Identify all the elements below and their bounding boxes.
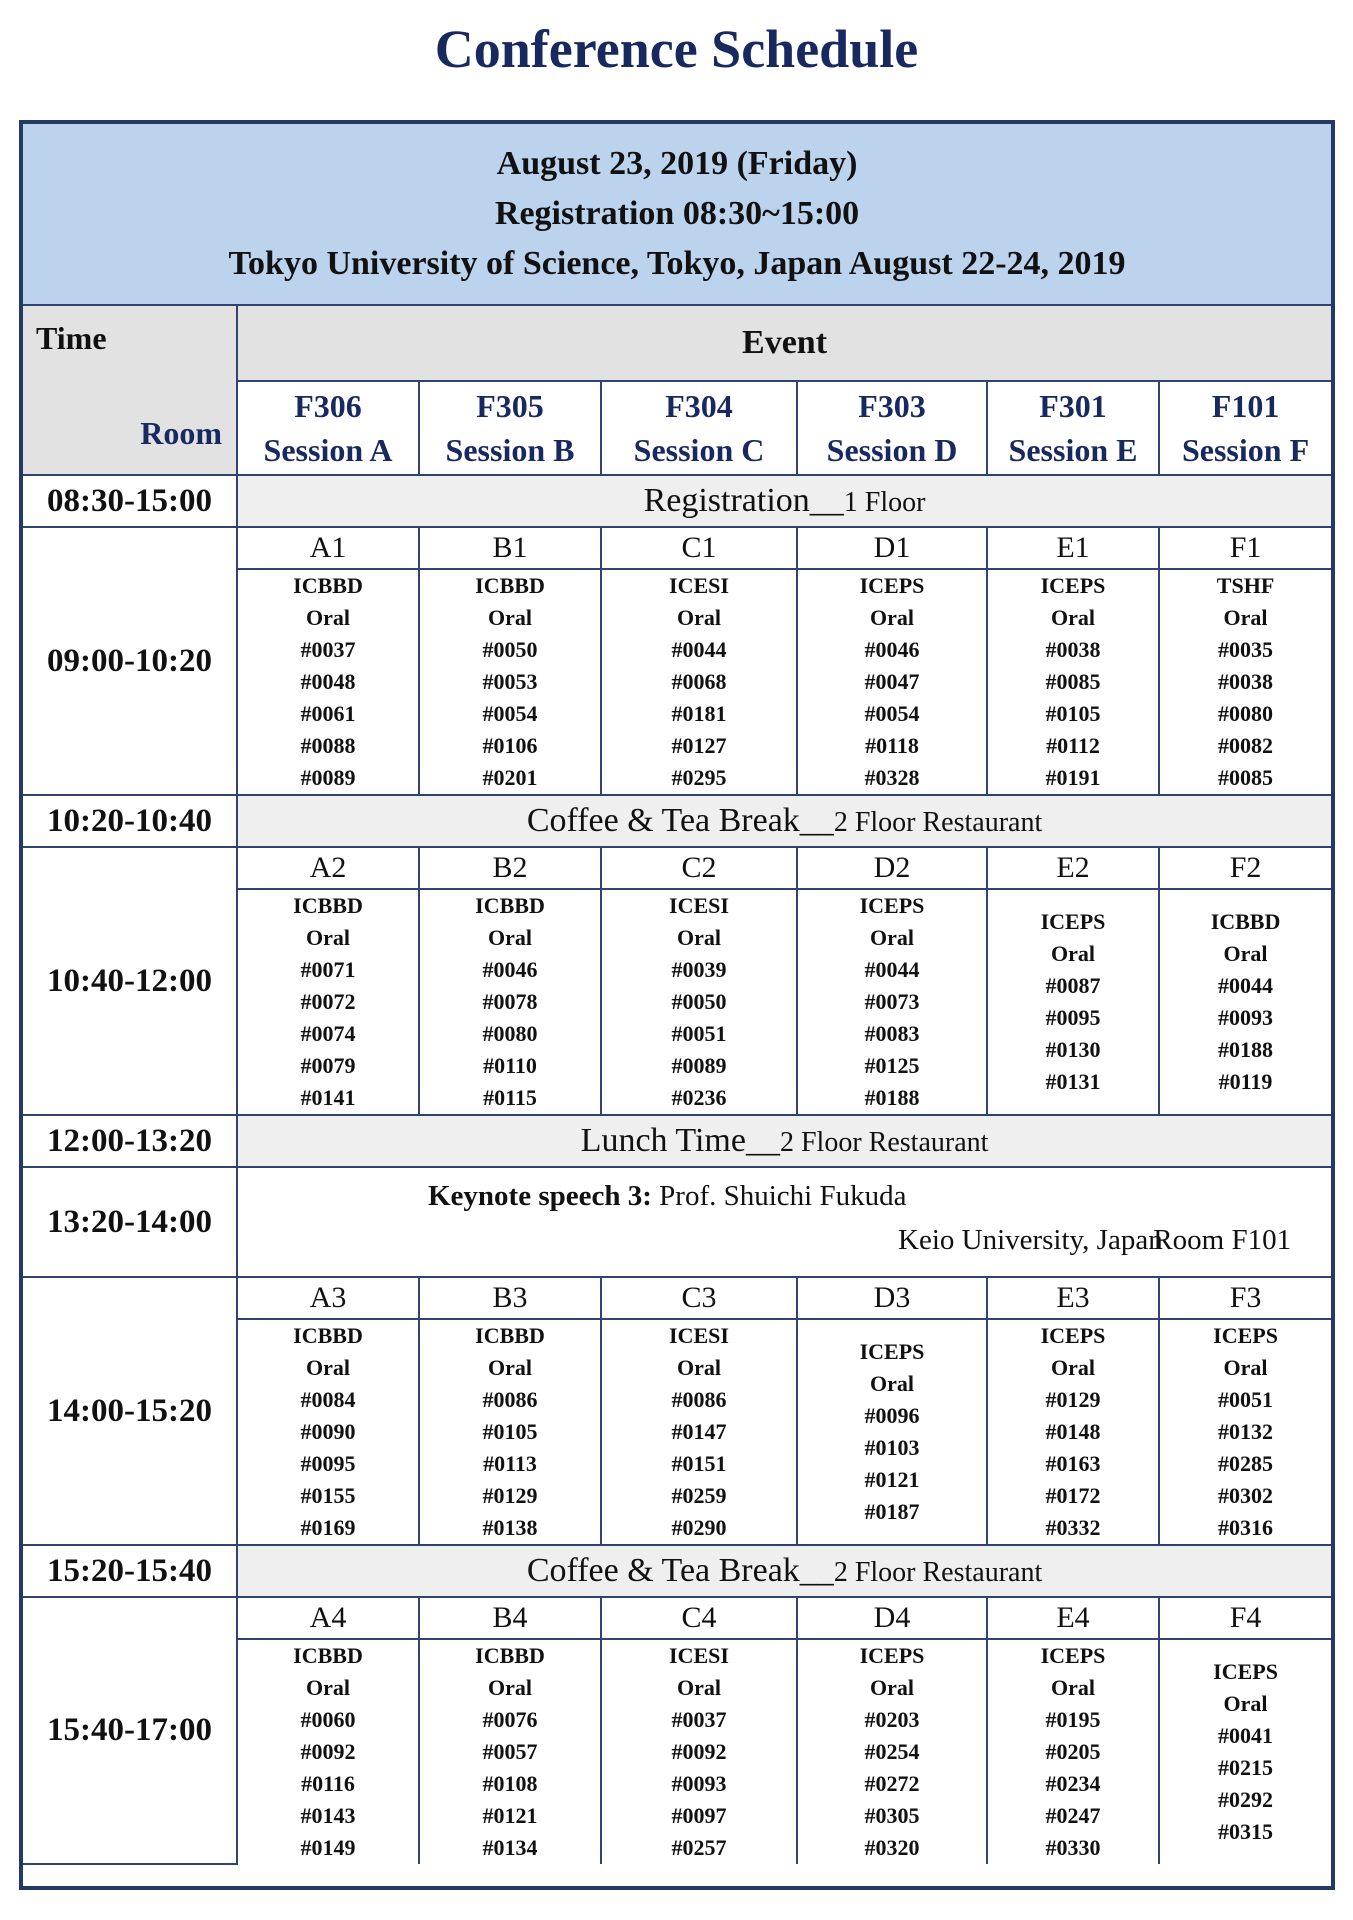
session-code: A1 xyxy=(237,527,419,569)
session-code: A2 xyxy=(237,847,419,889)
presentation-type: Oral xyxy=(1223,1691,1268,1716)
paper-id: #0113 xyxy=(483,1451,537,1476)
session-code: F2 xyxy=(1159,847,1331,889)
conference-name: ICEPS xyxy=(859,1643,925,1668)
header-date: August 23, 2019 (Friday) xyxy=(496,145,858,182)
registration-band-row xyxy=(23,475,1331,527)
session-code: E1 xyxy=(987,527,1159,569)
presentation-type: Oral xyxy=(870,1675,914,1700)
paper-id: #0320 xyxy=(864,1835,920,1860)
room-number: F303 xyxy=(858,388,926,424)
session-code: D2 xyxy=(797,847,987,889)
paper-id: #0051 xyxy=(671,1021,727,1046)
paper-id: #0116 xyxy=(301,1771,355,1796)
paper-id: #0134 xyxy=(482,1835,538,1860)
session-paper-list xyxy=(987,569,1159,795)
paper-id: #0108 xyxy=(482,1771,538,1796)
paper-id: #0044 xyxy=(864,957,920,982)
room-number: F301 xyxy=(1039,388,1107,424)
paper-id: #0092 xyxy=(671,1739,727,1764)
conference-name: ICEPS xyxy=(1040,909,1106,934)
coffee-break-band xyxy=(237,795,1331,847)
paper-id: #0095 xyxy=(300,1451,356,1476)
session-paper-list xyxy=(237,1639,419,1864)
paper-id: #0079 xyxy=(300,1053,356,1078)
presentation-type: Oral xyxy=(1051,941,1095,966)
session-code-row xyxy=(23,527,1331,569)
coffee-break-band-location: 2 Floor Restaurant xyxy=(833,1557,1043,1588)
room-header xyxy=(237,381,419,475)
paper-id: #0096 xyxy=(864,1403,920,1428)
conference-name: ICBBD xyxy=(293,573,363,598)
session-paper-list xyxy=(237,889,419,1115)
session-code: A3 xyxy=(237,1277,419,1319)
paper-id: #0087 xyxy=(1045,973,1101,998)
header-registration: Registration 08:30~15:00 xyxy=(494,195,860,232)
coffee-break-band xyxy=(237,1545,1331,1597)
paper-id: #0037 xyxy=(300,637,356,662)
paper-id: #0169 xyxy=(300,1515,356,1540)
paper-id: #0138 xyxy=(482,1515,538,1540)
conference-name: ICEPS xyxy=(859,1339,925,1364)
time-slot: 15:40-17:00 xyxy=(23,1597,237,1864)
presentation-type: Oral xyxy=(1223,941,1268,966)
room-header xyxy=(797,381,987,475)
paper-id: #0234 xyxy=(1045,1771,1101,1796)
paper-id: #0060 xyxy=(300,1707,356,1732)
conference-name: ICBBD xyxy=(1210,909,1281,934)
session-code-row xyxy=(23,1277,1331,1319)
schedule-table xyxy=(23,124,1331,1865)
room-label: Room xyxy=(140,415,222,451)
paper-id: #0191 xyxy=(1045,765,1101,790)
session-code: C1 xyxy=(601,527,797,569)
presentation-type: Oral xyxy=(677,605,721,630)
room-number: F306 xyxy=(294,388,362,424)
presentation-type: Oral xyxy=(488,1355,532,1380)
registration-band xyxy=(237,475,1331,527)
paper-id: #0163 xyxy=(1045,1451,1101,1476)
session-code: D1 xyxy=(797,527,987,569)
date-header xyxy=(23,124,1331,305)
session-code: E4 xyxy=(987,1597,1159,1639)
coffee-break-band-text: Coffee & Tea Break__ xyxy=(526,802,834,839)
session-code-row xyxy=(23,1597,1331,1639)
session-paper-list xyxy=(987,889,1159,1115)
conference-name: ICEPS xyxy=(1040,1323,1106,1348)
session-paper-list xyxy=(797,1639,987,1864)
conference-name: ICBBD xyxy=(475,893,545,918)
paper-id: #0086 xyxy=(671,1387,727,1412)
session-name: Session B xyxy=(445,432,575,468)
conference-name: ICEPS xyxy=(859,893,925,918)
registration-band-text: Registration__ xyxy=(643,482,844,519)
paper-id: #0328 xyxy=(864,765,920,790)
session-paper-list xyxy=(1159,1639,1331,1864)
presentation-type: Oral xyxy=(306,605,350,630)
paper-id: #0127 xyxy=(671,733,727,758)
session-paper-list xyxy=(987,1639,1159,1864)
paper-id: #0203 xyxy=(864,1707,920,1732)
session-code: C4 xyxy=(601,1597,797,1639)
paper-id: #0046 xyxy=(482,957,538,982)
paper-id: #0236 xyxy=(671,1085,727,1110)
conference-name: ICEPS xyxy=(1040,1643,1106,1668)
session-code: B1 xyxy=(419,527,601,569)
session-paper-list xyxy=(237,569,419,795)
paper-id: #0106 xyxy=(482,733,538,758)
session-name: Session A xyxy=(263,432,393,468)
conference-name: ICESI xyxy=(669,1643,729,1668)
conference-name: ICBBD xyxy=(475,573,545,598)
time-room-corner xyxy=(23,305,237,475)
presentation-type: Oral xyxy=(488,605,532,630)
paper-id: #0076 xyxy=(482,1707,538,1732)
paper-id: #0078 xyxy=(482,989,538,1014)
conference-name: ICESI xyxy=(669,1323,729,1348)
paper-id: #0082 xyxy=(1218,733,1274,758)
paper-id: #0285 xyxy=(1218,1451,1274,1476)
lunch-band-location: 2 Floor Restaurant xyxy=(779,1127,989,1158)
paper-id: #0046 xyxy=(864,637,920,662)
paper-id: #0037 xyxy=(671,1707,727,1732)
room-number: F101 xyxy=(1211,388,1280,424)
session-name: Session E xyxy=(1008,432,1138,468)
paper-id: #0093 xyxy=(1218,1005,1274,1030)
paper-id: #0295 xyxy=(671,765,727,790)
session-code: B2 xyxy=(419,847,601,889)
paper-id: #0315 xyxy=(1218,1819,1274,1844)
lunch-band-text: Lunch Time__ xyxy=(580,1122,780,1159)
paper-id: #0148 xyxy=(1045,1419,1101,1444)
paper-id: #0054 xyxy=(864,701,920,726)
session-paper-list xyxy=(601,889,797,1115)
paper-id: #0051 xyxy=(1218,1387,1274,1412)
keynote-title xyxy=(428,1180,906,1213)
conference-name: ICEPS xyxy=(1213,1659,1278,1684)
conference-name: ICBBD xyxy=(293,1643,363,1668)
session-code: C3 xyxy=(601,1277,797,1319)
paper-id: #0188 xyxy=(1218,1037,1274,1062)
presentation-type: Oral xyxy=(870,925,914,950)
conference-name: ICESI xyxy=(669,893,729,918)
conference-name: ICEPS xyxy=(1040,573,1106,598)
session-code: D3 xyxy=(797,1277,987,1319)
conference-name: ICBBD xyxy=(293,893,363,918)
conference-name: ICESI xyxy=(669,573,729,598)
time-slot: 09:00-10:20 xyxy=(23,527,237,795)
session-paper-list xyxy=(797,569,987,795)
paper-id: #0125 xyxy=(864,1053,920,1078)
paper-id: #0115 xyxy=(483,1085,537,1110)
paper-id: #0332 xyxy=(1045,1515,1101,1540)
session-paper-list xyxy=(797,1319,987,1545)
session-paper-list xyxy=(419,1639,601,1864)
conference-name: ICBBD xyxy=(475,1323,545,1348)
room-number: F304 xyxy=(665,388,733,424)
paper-id: #0132 xyxy=(1218,1419,1274,1444)
paper-id: #0257 xyxy=(671,1835,727,1860)
paper-id: #0290 xyxy=(671,1515,727,1540)
paper-id: #0205 xyxy=(1045,1739,1101,1764)
paper-id: #0272 xyxy=(864,1771,920,1796)
paper-id: #0119 xyxy=(1218,1069,1273,1094)
paper-id: #0141 xyxy=(300,1085,356,1110)
room-header xyxy=(419,381,601,475)
paper-id: #0103 xyxy=(864,1435,920,1460)
presentation-type: Oral xyxy=(870,1371,914,1396)
keynote-speaker: Prof. Shuichi Fukuda xyxy=(651,1180,907,1212)
paper-id: #0095 xyxy=(1045,1005,1101,1030)
paper-id: #0188 xyxy=(864,1085,920,1110)
paper-id: #0038 xyxy=(1045,637,1101,662)
paper-id: #0247 xyxy=(1045,1803,1101,1828)
schedule-frame xyxy=(19,120,1335,1890)
conference-name: TSHF xyxy=(1216,573,1275,598)
paper-id: #0085 xyxy=(1045,669,1101,694)
paper-id: #0302 xyxy=(1218,1483,1274,1508)
paper-id: #0035 xyxy=(1218,637,1274,662)
time-slot: 15:20-15:40 xyxy=(23,1545,237,1597)
registration-band-location: 1 Floor xyxy=(843,487,926,518)
paper-id: #0074 xyxy=(300,1021,356,1046)
keynote-room: Room F101 xyxy=(1153,1224,1292,1256)
paper-id: #0130 xyxy=(1045,1037,1101,1062)
paper-id: #0093 xyxy=(671,1771,727,1796)
time-slot: 12:00-13:20 xyxy=(23,1115,237,1167)
paper-id: #0110 xyxy=(483,1053,537,1078)
session-paper-list xyxy=(601,569,797,795)
paper-id: #0195 xyxy=(1045,1707,1101,1732)
session-code: E3 xyxy=(987,1277,1159,1319)
coffee-break-band-row xyxy=(23,1545,1331,1597)
room-header xyxy=(987,381,1159,475)
paper-id: #0129 xyxy=(1045,1387,1101,1412)
room-header xyxy=(1159,381,1331,475)
presentation-type: Oral xyxy=(677,1675,721,1700)
event-header: Event xyxy=(237,305,1331,381)
paper-id: #0097 xyxy=(671,1803,727,1828)
paper-id: #0089 xyxy=(671,1053,727,1078)
time-slot: 10:20-10:40 xyxy=(23,795,237,847)
conference-name: ICBBD xyxy=(475,1643,545,1668)
presentation-type: Oral xyxy=(677,1355,721,1380)
paper-id: #0201 xyxy=(482,765,538,790)
presentation-type: Oral xyxy=(1051,1355,1095,1380)
session-code: C2 xyxy=(601,847,797,889)
presentation-type: Oral xyxy=(488,925,532,950)
paper-id: #0080 xyxy=(1218,701,1274,726)
paper-id: #0105 xyxy=(482,1419,538,1444)
paper-id: #0044 xyxy=(1218,973,1274,998)
paper-id: #0330 xyxy=(1045,1835,1101,1860)
paper-id: #0147 xyxy=(671,1419,727,1444)
presentation-type: Oral xyxy=(870,605,914,630)
session-code: D4 xyxy=(797,1597,987,1639)
paper-id: #0187 xyxy=(864,1499,920,1524)
session-paper-list xyxy=(1159,889,1331,1115)
presentation-type: Oral xyxy=(1223,1355,1268,1380)
paper-id: #0121 xyxy=(864,1467,920,1492)
presentation-type: Oral xyxy=(306,1355,350,1380)
paper-id: #0039 xyxy=(671,957,727,982)
coffee-break-band-text: Coffee & Tea Break__ xyxy=(526,1552,834,1589)
time-label: Time xyxy=(36,320,107,356)
presentation-type: Oral xyxy=(488,1675,532,1700)
keynote-affiliation: Keio University, Japan xyxy=(898,1224,1163,1256)
session-paper-list xyxy=(1159,1319,1331,1545)
session-code-row xyxy=(23,847,1331,889)
paper-id: #0072 xyxy=(300,989,356,1014)
time-slot: 13:20-14:00 xyxy=(23,1167,237,1277)
paper-id: #0068 xyxy=(671,669,727,694)
paper-id: #0089 xyxy=(300,765,356,790)
paper-id: #0092 xyxy=(300,1739,356,1764)
paper-id: #0181 xyxy=(671,701,727,726)
paper-id: #0073 xyxy=(864,989,920,1014)
paper-id: #0155 xyxy=(300,1483,356,1508)
paper-id: #0121 xyxy=(482,1803,538,1828)
presentation-type: Oral xyxy=(677,925,721,950)
paper-id: #0084 xyxy=(300,1387,356,1412)
paper-id: #0151 xyxy=(671,1451,727,1476)
session-paper-list xyxy=(987,1319,1159,1545)
paper-id: #0061 xyxy=(300,701,356,726)
session-paper-list xyxy=(1159,569,1331,795)
paper-id: #0048 xyxy=(300,669,356,694)
lunch-band xyxy=(237,1115,1331,1167)
paper-id: #0083 xyxy=(864,1021,920,1046)
paper-id: #0050 xyxy=(671,989,727,1014)
paper-id: #0086 xyxy=(482,1387,538,1412)
presentation-type: Oral xyxy=(1051,605,1095,630)
time-slot: 10:40-12:00 xyxy=(23,847,237,1115)
conference-name: ICEPS xyxy=(859,573,925,598)
paper-id: #0254 xyxy=(864,1739,920,1764)
paper-id: #0041 xyxy=(1218,1723,1274,1748)
presentation-type: Oral xyxy=(306,1675,350,1700)
paper-id: #0085 xyxy=(1218,765,1274,790)
paper-id: #0088 xyxy=(300,733,356,758)
time-slot: 14:00-15:20 xyxy=(23,1277,237,1545)
paper-id: #0172 xyxy=(1045,1483,1101,1508)
paper-id: #0316 xyxy=(1218,1515,1274,1540)
coffee-break-band-row xyxy=(23,795,1331,847)
conference-name: ICBBD xyxy=(293,1323,363,1348)
session-paper-list xyxy=(601,1639,797,1864)
paper-id: #0143 xyxy=(300,1803,356,1828)
room-number: F305 xyxy=(476,388,544,424)
paper-id: #0259 xyxy=(671,1483,727,1508)
header-venue: Tokyo University of Science, Tokyo, Japan August 22-24, 2019 xyxy=(228,245,1126,282)
session-paper-list xyxy=(419,889,601,1115)
presentation-type: Oral xyxy=(1223,605,1268,630)
keynote-row xyxy=(23,1167,1331,1277)
paper-id: #0292 xyxy=(1218,1787,1274,1812)
conference-name: ICEPS xyxy=(1213,1323,1278,1348)
paper-id: #0090 xyxy=(300,1419,356,1444)
time-slot: 08:30-15:00 xyxy=(23,475,237,527)
session-code: B4 xyxy=(419,1597,601,1639)
session-code: F3 xyxy=(1159,1277,1331,1319)
paper-id: #0129 xyxy=(482,1483,538,1508)
presentation-type: Oral xyxy=(306,925,350,950)
paper-id: #0071 xyxy=(300,957,356,982)
session-code: F4 xyxy=(1159,1597,1331,1639)
session-name: Session D xyxy=(826,432,958,468)
paper-id: #0047 xyxy=(864,669,920,694)
session-name: Session F xyxy=(1181,432,1310,468)
paper-id: #0057 xyxy=(482,1739,538,1764)
paper-id: #0131 xyxy=(1045,1069,1101,1094)
paper-id: #0080 xyxy=(482,1021,538,1046)
paper-id: #0149 xyxy=(300,1835,356,1860)
session-code: E2 xyxy=(987,847,1159,889)
session-code: B3 xyxy=(419,1277,601,1319)
paper-id: #0215 xyxy=(1218,1755,1274,1780)
paper-id: #0112 xyxy=(1046,733,1100,758)
session-paper-list xyxy=(419,569,601,795)
session-name: Session C xyxy=(633,432,765,468)
keynote-label: Keynote speech 3: xyxy=(428,1180,652,1212)
lunch-band-row xyxy=(23,1115,1331,1167)
session-paper-list xyxy=(419,1319,601,1545)
session-paper-list xyxy=(237,1319,419,1545)
room-header xyxy=(601,381,797,475)
paper-id: #0044 xyxy=(671,637,727,662)
paper-id: #0118 xyxy=(865,733,919,758)
coffee-break-band-location: 2 Floor Restaurant xyxy=(833,807,1043,838)
session-code: F1 xyxy=(1159,527,1331,569)
page-title: Conference Schedule xyxy=(434,19,919,79)
paper-id: #0305 xyxy=(864,1803,920,1828)
presentation-type: Oral xyxy=(1051,1675,1095,1700)
session-paper-list xyxy=(797,889,987,1115)
session-code: A4 xyxy=(237,1597,419,1639)
keynote xyxy=(237,1167,1331,1277)
paper-id: #0038 xyxy=(1218,669,1274,694)
paper-id: #0053 xyxy=(482,669,538,694)
paper-id: #0105 xyxy=(1045,701,1101,726)
paper-id: #0054 xyxy=(482,701,538,726)
session-paper-list xyxy=(601,1319,797,1545)
paper-id: #0050 xyxy=(482,637,538,662)
